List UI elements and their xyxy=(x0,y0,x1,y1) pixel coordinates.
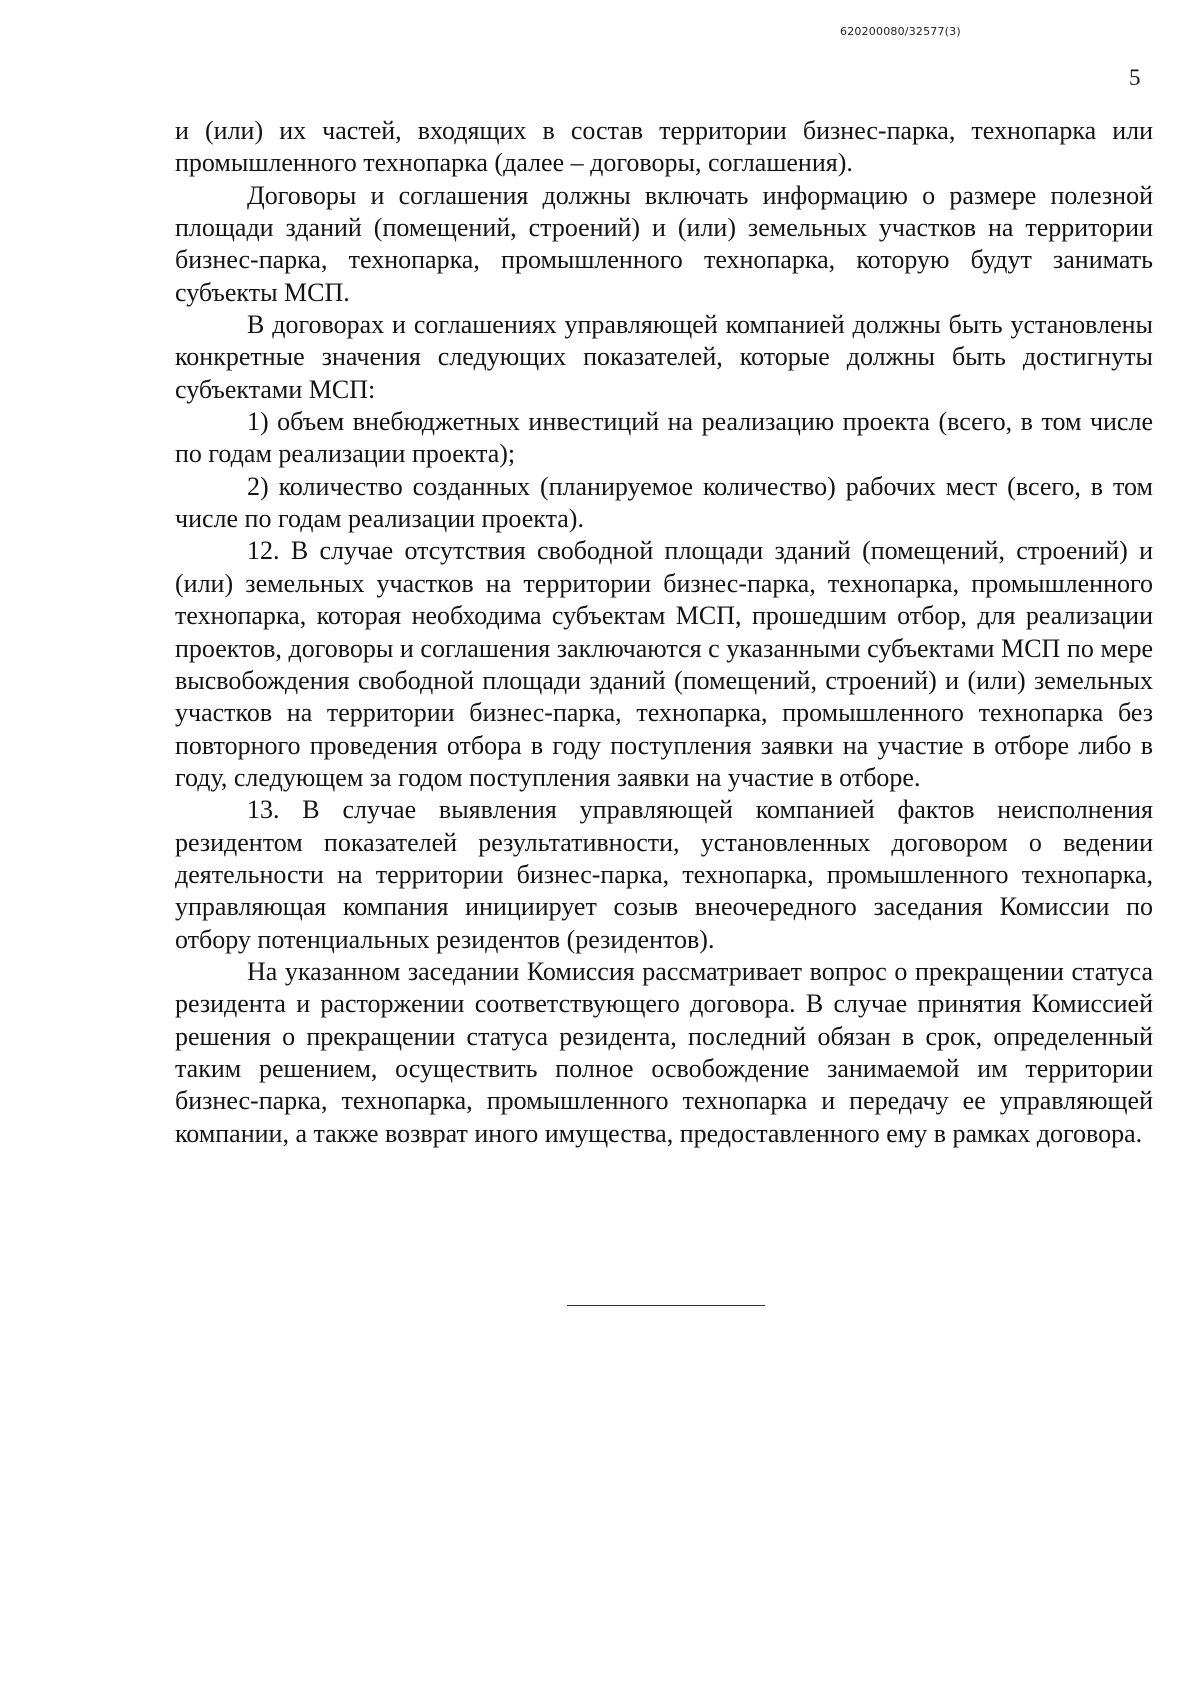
paragraph-contracts-info: Договоры и соглашения должны включать информацию о размере полезной площади зданий (помещений, строений) и (или) земельных участков на территории бизнес-парка, технопарка, промышленного технопарка, которую будут занимать субъекты МСП. xyxy=(175,180,1153,307)
list-item-investments: 1) объем внебюджетных инвестиций на реализацию проекта (всего, в том числе по годам реализации проекта); xyxy=(175,407,1153,469)
document-body xyxy=(175,115,1153,1150)
clause-12: 12. В случае отсутствия свободной площади зданий (помещений, строений) и (или) земельных участков на территории бизнес-парка, технопарка, промышленного технопарка, которая необходима субъектам МСП, прошедшим отбор, для реализации проектов, договоры и соглашения заключаются с указанными субъектами МСП по мере высвобождения свободной площади зданий (помещений, строений) и (или) земельных участков на территории бизнес-парка, технопарка, промышленного технопарка без повторного проведения отбора в году поступления заявки на участие в отборе либо в году, следующем за годом поступления заявки на участие в отборе. xyxy=(175,536,1153,792)
page-number: 5 xyxy=(1129,65,1141,90)
paragraph-commission-meeting: На указанном заседании Комиссия рассматривает вопрос о прекращении статуса резидента и расторжении соответствующего договора. В случае принятия Комиссией решения о прекращении статуса резидента, последний обязан в срок, определенный таким решением, осуществить полное освобождение занимаемой им территории бизнес-парка, технопарка, промышленного технопарка и передачу ее управляющей компании, а также возврат иного имущества, предоставленного ему в рамках договора. xyxy=(175,956,1153,1148)
list-item-jobs: 2) количество созданных (планируемое количество) рабочих мест (всего, в том числе по годам реализации проекта). xyxy=(175,471,1153,534)
end-of-text-rule xyxy=(567,1305,765,1306)
paragraph-continuation: и (или) их частей, входящих в состав территории бизнес-парка, технопарка или промышленного технопарка (далее – договоры, соглашения). xyxy=(175,116,1153,178)
paragraph-indicators-intro: В договорах и соглашениях управляющей компанией должны быть установлены конкретные значения следующих показателей, которые должны быть достигнуты субъектами МСП: xyxy=(175,310,1153,404)
clause-13: 13. В случае выявления управляющей компанией фактов неисполнения резидентом показателей результативности, установленных договором о ведении деятельности на территории бизнес-парка, технопарка, промышленного технопарка, управляющая компания инициирует созыв внеочередного заседания Комиссии по отбору потенциальных резидентов (резидентов). xyxy=(175,795,1153,954)
document-id: 620200080/32577(3) xyxy=(840,25,961,38)
